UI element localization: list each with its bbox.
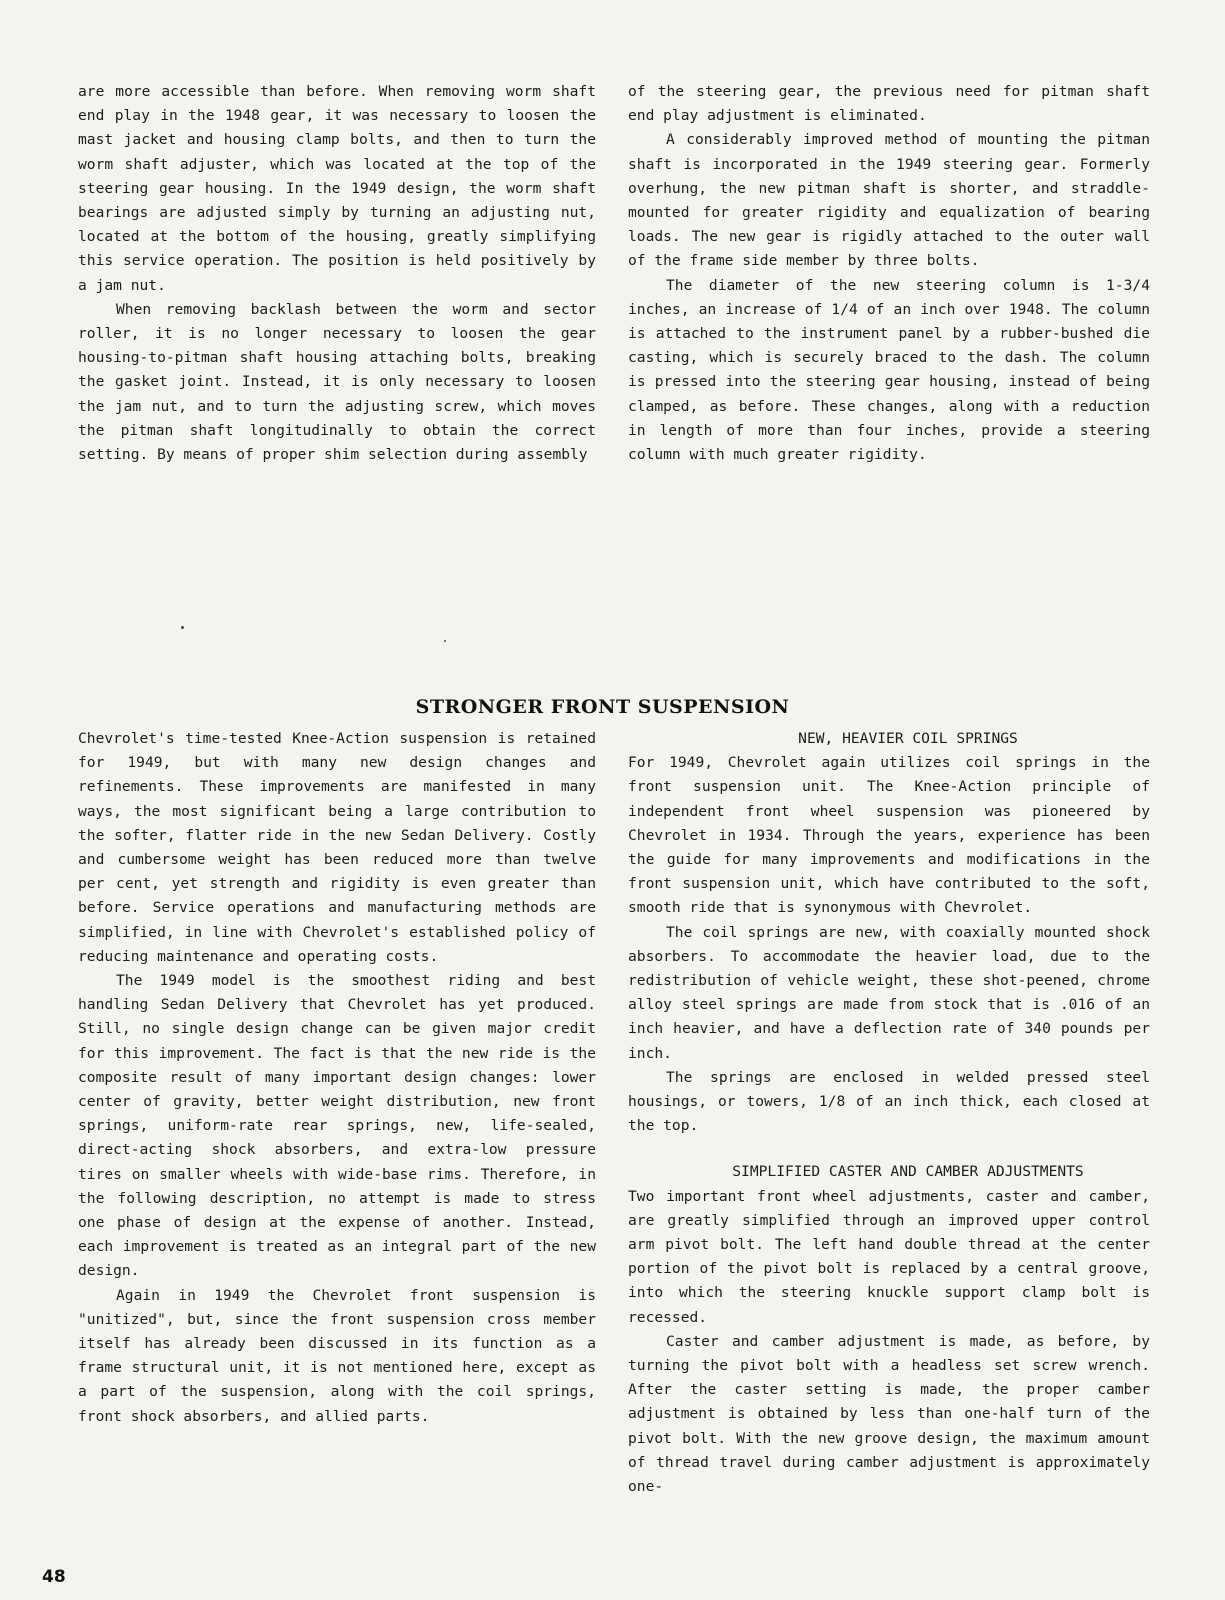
subheading-caster-camber: SIMPLIFIED CASTER AND CAMBER ADJUSTMENTS [732,1163,1084,1181]
paragraph: The coil springs are new, with coaxially mounted shock absorbers. To accommodate the heavier load, due to the redistribution of vehicle weight, these shot-peened, chrome alloy steel springs are made from stock that is .016 of an inch heavier, and have a deflection rate of 340 pounds per inch. [628,923,1150,1062]
paragraph: Caster and camber adjustment is made, as before, by turning the pivot bolt with a headless set screw wrench. After the caster setting is made, the proper camber adjustment is obtained by less than one-half turn of the pivot bolt. With the new groove design, the maximum amount of thread travel during camber adjustment is approximately one- [628,1332,1150,1496]
paragraph: The 1949 model is the smoothest riding and best handling Sedan Delivery that Chevrolet has yet produced. Still, no single design change can be given major credit for this improvement. The fact is that the new ride is the composite result of many important design changes: lower center of gravity, better weight distribution, new front springs, uniform-rate rear springs, new, life-sealed, direct-acting shock absorbers, and extra-low pressure tires on smaller wheels with wide-base rims. Therefore, in the following description, no attempt is made to stress one phase of design at the expense of another. Instead, each improvement is treated as an integral part of the new design. [78,972,596,1280]
paragraph: are more accessible than before. When removing worm shaft end play in the 1948 gear, it was necessary to loosen the mast jacket and housing clamp bolts, and then to turn the worm shaft adjuster, which was located at the top of the steering gear housing. In the 1949 design, the worm shaft bearings are adjusted simply by turning an adjusting nut, located at the bottom of the housing, greatly simplifying this service operation. The position is held positively by a jam nut. [78,83,596,294]
scan-speck [181,626,184,629]
paragraph: The diameter of the new steering column is 1-3/4 inches, an increase of 1/4 of an inch over 1948. The column is attached to the instrument panel by a rubber-bushed die casting, which is securely braced to the dash. The column is pressed into the steering gear housing, instead of being clamped, as before. These changes, along with a reduction in length of more than four inches, provide a steering column with much greater rigidity. [628,276,1150,464]
paragraph: of the steering gear, the previous need for pitman shaft end play adjustment is eliminated. [628,83,1150,125]
paragraph: Again in 1949 the Chevrolet front suspension is "unitized", but, since the front suspension cross member itself has already been discussed in its function as a frame structural unit, it is not mentioned here, except as a part of the suspension, along with the coil springs, front shock absorbers, and allied parts. [78,1286,596,1425]
top-right-column [628,80,1150,467]
spacer [628,1138,1150,1160]
paragraph: A considerably improved method of mounting the pitman shaft is incorporated in the 1949 steering gear. Formerly overhung, the new pitman shaft is shorter, and straddle-mounted for greater rigidity and equalization of bearing loads. The new gear is rigidly attached to the outer wall of the frame side member by three bolts. [628,131,1150,270]
bottom-right-column [628,727,1150,1499]
paragraph: When removing backlash between the worm and sector roller, it is no longer necessary to loosen the gear housing-to-pitman shaft housing attaching bolts, breaking the gasket joint. Instead, it is only necessary to loosen the jam nut, and to turn the adjusting screw, which moves the pitman shaft longitudinally to obtain the correct setting. By means of proper shim selection during assembly [78,300,596,464]
paragraph: For 1949, Chevrolet again utilizes coil springs in the front suspension unit. The Knee-Action principle of independent front wheel suspension was pioneered by Chevrolet in 1934. Through the years, experience has been the guide for many improvements and modifications in the front suspension unit, which have contributed to the soft, smooth ride that is synonymous with Chevrolet. [628,754,1150,917]
scan-speck [444,640,446,642]
page-number: 48 [42,1567,66,1587]
section-heading: STRONGER FRONT SUSPENSION [415,696,790,718]
paragraph: Two important front wheel adjustments, caster and camber, are greatly simplified through an improved upper control arm pivot bolt. The left hand double thread at the center portion of the pivot bolt is replaced by a central groove, into which the steering knuckle support clamp bolt is recessed. [628,1187,1150,1326]
bottom-left-column [78,727,596,1429]
paragraph: Chevrolet's time-tested Knee-Action suspension is retained for 1949, but with many new design changes and refinements. These improvements are manifested in many ways, the most significant being a large contribution to the softer, flatter ride in the new Sedan Delivery. Costly and cumbersome weight has been reduced more than twelve per cent, yet strength and rigidity is even greater than before. Service operations and manufacturing methods are simplified, in line with Chevrolet's established policy of reducing maintenance and operating costs. [78,730,596,965]
top-left-column [78,80,596,467]
paragraph: The springs are enclosed in welded pressed steel housings, or towers, 1/8 of an inch thick, each closed at the top. [628,1068,1150,1135]
subheading-coil-springs: NEW, HEAVIER COIL SPRINGS [798,730,1018,747]
